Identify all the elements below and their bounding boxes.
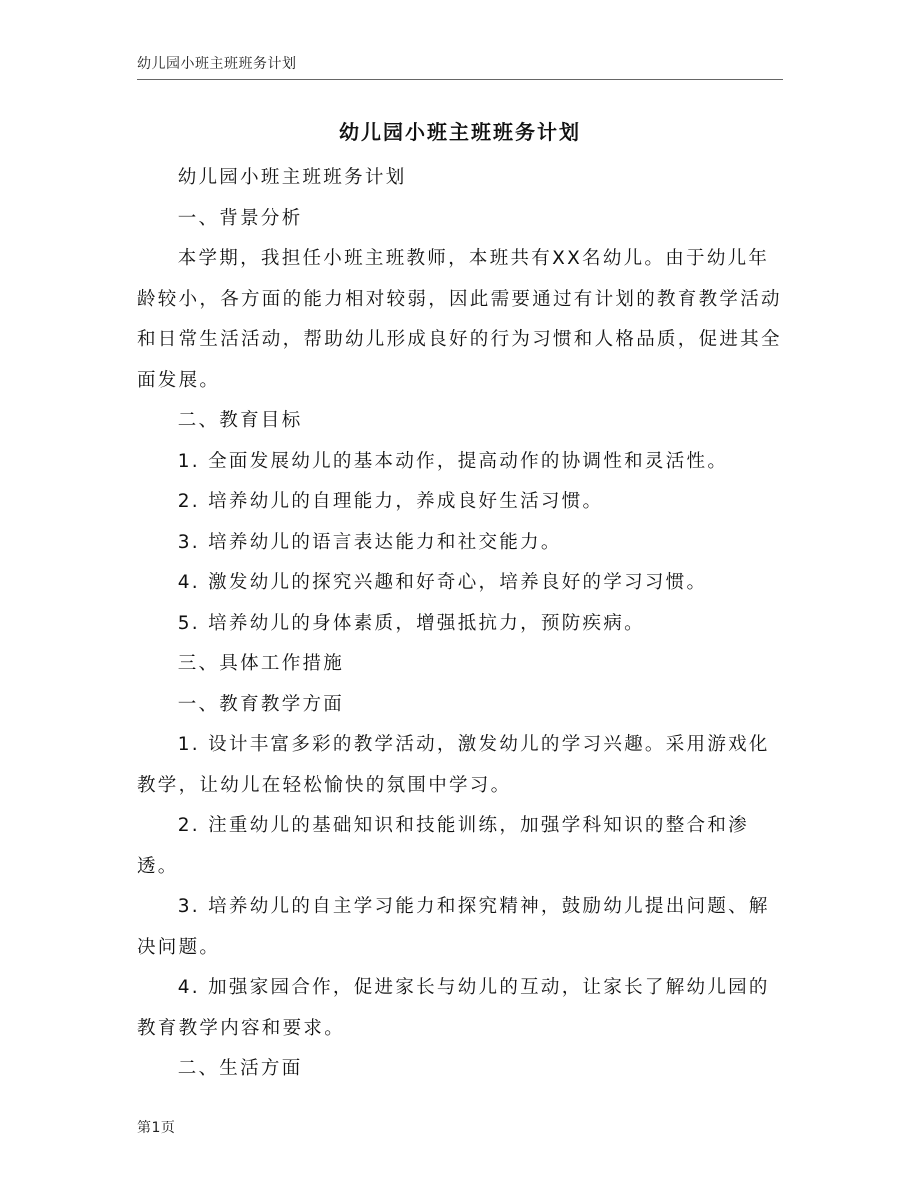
page-number: 第1页	[137, 1120, 176, 1136]
document-title: 幼儿园小班主班班务计划	[339, 120, 581, 144]
section-heading-measures: 三、具体工作措施	[177, 653, 345, 674]
goal-item: 2. 培养幼儿的自理能力，养成良好生活习惯。	[177, 491, 604, 512]
goal-item: 5. 培养幼儿的身体素质，增强抵抗力，预防疾病。	[177, 612, 645, 634]
section-heading-goals: 二、教育目标	[177, 410, 303, 431]
subsection-heading-teaching: 一、教育教学方面	[177, 693, 345, 715]
goal-item: 4. 激发幼儿的探究兴趣和好奇心，培养良好的学习习惯。	[177, 572, 708, 593]
measure-item: 2. 注重幼儿的基础知识和技能训练，加强学科知识的整合和渗透。	[137, 815, 749, 877]
goal-item: 1. 全面发展幼儿的基本动作，提高动作的协调性和灵活性。	[177, 450, 729, 472]
document-body	[137, 158, 787, 1090]
measure-item: 4. 加强家园合作，促进家长与幼儿的互动，让家长了解幼儿园的教育教学内容和要求。	[137, 977, 770, 1039]
header-divider	[137, 79, 783, 80]
measure-item: 3. 培养幼儿的自主学习能力和探究精神，鼓励幼儿提出问题、解决问题。	[137, 896, 770, 958]
goal-item: 3. 培养幼儿的语言表达能力和社交能力。	[177, 531, 562, 553]
measure-item: 1. 设计丰富多彩的教学活动，激发幼儿的学习兴趣。采用游戏化教学，让幼儿在轻松愉快的氛围中学习。	[137, 734, 770, 796]
section-heading-background: 一、背景分析	[177, 207, 303, 229]
running-header: 幼儿园小班主班班务计划	[137, 56, 297, 72]
subsection-heading-life: 二、生活方面	[177, 1058, 303, 1079]
intro-line: 幼儿园小班主班班务计划	[177, 167, 407, 188]
background-paragraph: 本学期，我担任小班主班教师，本班共有XX名幼儿。由于幼儿年龄较小，各方面的能力相对较弱，因此需要通过有计划的教育教学活动和日常生活活动，帮助幼儿形成良好的行为习惯和人格品质，促进其全面发展。	[137, 248, 782, 391]
